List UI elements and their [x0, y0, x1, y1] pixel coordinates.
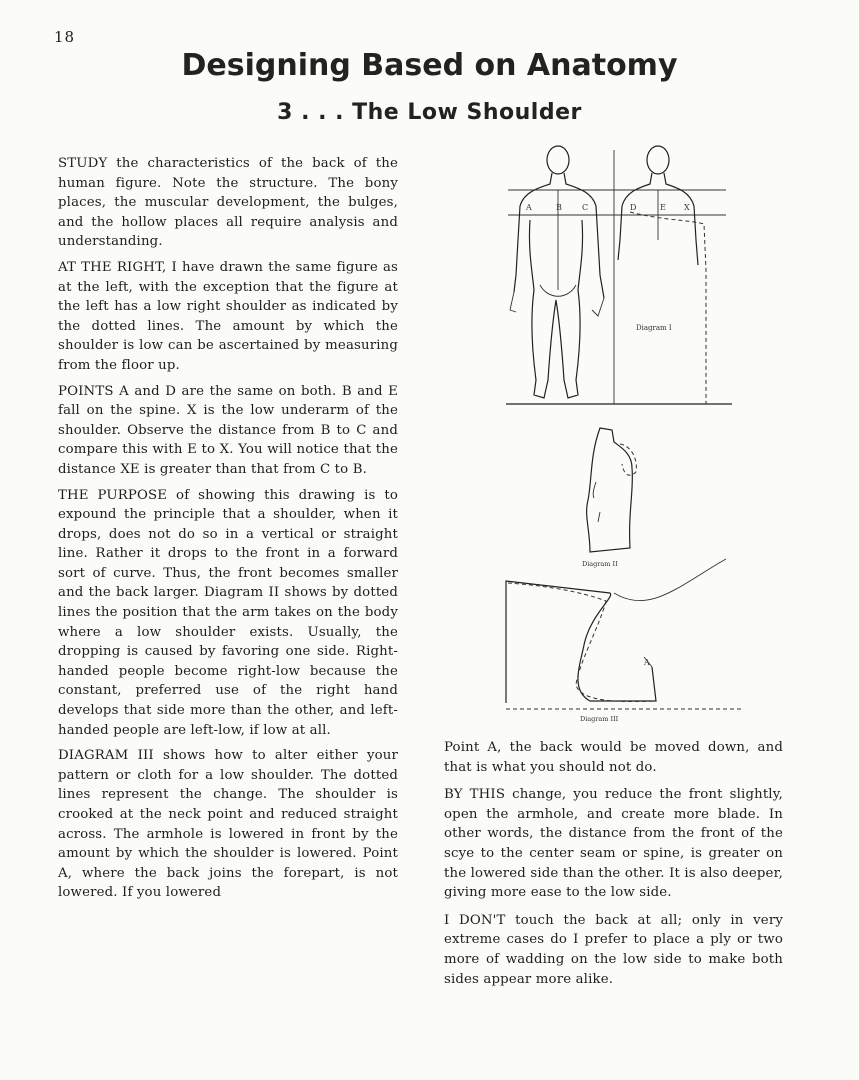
paragraph-points: [58, 382, 398, 480]
paragraph-text: A and D are the same on both. B and E fall on the spine. X is the low underarm of the shoulder. Observe the distance from B to C and compare this with E to X. You will notice that the distance XE is greater than that from C to B.: [58, 383, 398, 477]
point-label-a-diagram-3: A: [644, 658, 650, 667]
page-number: 18: [54, 28, 76, 46]
point-label-a: A: [526, 203, 532, 212]
paragraph-text: shows how to alter either your pattern or cloth for a low shoulder. The dotted lines represent the change. The shoulder is crooked at the neck point and reduced straight across. The armhole is lowered in front by the amount by which the shoulder is lowered. Point A, where the back joins the forepart, is not lowered. If you lowered: [58, 748, 398, 901]
paragraph-text: the characteristics of the back of the human figure. Note the structure. The bony places, the muscular development, the bulges, and the hollow places all require analysis and understanding.: [58, 156, 398, 250]
paragraph-lead: POINTS: [58, 383, 114, 399]
paragraph-lead: THE PURPOSE: [58, 487, 168, 503]
diagram-1-figures: [500, 140, 740, 410]
left-text-column: [58, 154, 398, 909]
point-label-d: D: [630, 203, 637, 212]
diagram-2-label: Diagram II: [582, 560, 618, 568]
paragraph-text: change, you reduce the front slightly, open the armhole, and create more blade. In other words, the distance from the front of the scye to the center seam or spine, is greater on the lowered side than the other. It is also deeper, giving more ease to the low side.: [444, 787, 783, 901]
point-label-b: B: [556, 203, 562, 212]
paragraph-i-dont: [444, 911, 783, 989]
paragraph-lead: STUDY: [58, 156, 108, 171]
paragraph-lead: BY THIS: [444, 787, 506, 803]
paragraph-diagram-iii: [58, 746, 398, 903]
paragraph-lead: I DON'T: [444, 912, 506, 928]
point-label-c: C: [582, 203, 589, 212]
paragraph-study: [58, 154, 398, 252]
diagram-3-pattern: [480, 555, 745, 725]
diagram-1-label: Diagram I: [636, 324, 672, 332]
paragraph-by-this: [444, 785, 783, 903]
right-text-column: [444, 738, 783, 997]
page-subtitle: 3 . . . The Low Shoulder: [277, 100, 582, 125]
paragraph-continued: [444, 738, 783, 777]
paragraph-text: Point A, the back would be moved down, and that is what you should not do.: [444, 740, 783, 775]
figure-left: [510, 146, 604, 398]
paragraph-text: I have drawn the same figure as at the left, with the exception that the figure at the left has a low right shoulder as indicated by the dotted lines. The amount by which the shoulder is low can be ascertained by measuring from the floor up.: [58, 259, 398, 373]
paragraph-text: of showing this drawing is to expound the principle that a shoulder, when it drops, does not do so in a vertical or straight line. Rather it drops to the front in a forward sort of curve. Thus, the front becomes smaller and the back larger. Diagram II shows by dotted lines the position that the arm takes on the body where a low shoulder exists. Usually, the dropping is caused by favoring one side. Right-handed people become right-low because the constant, preferred use of the right hand develops that side more than the other, and left-handed people are left-low, if low at all.: [58, 487, 398, 738]
page-title: Designing Based on Anatomy: [181, 48, 678, 83]
diagram-2-torso: [570, 420, 660, 570]
paragraph-purpose: [58, 486, 398, 741]
paragraph-at-the-right: [58, 258, 398, 376]
paragraph-lead: AT THE RIGHT,: [58, 259, 167, 275]
paragraph-text: touch the back at all; only in very extreme cases do I prefer to place a ply or two more of wadding on the low side to make both sides appear more alike.: [444, 912, 783, 987]
point-label-x: X: [684, 203, 690, 212]
point-label-e: E: [660, 203, 666, 212]
paragraph-lead: DIAGRAM III: [58, 748, 154, 764]
diagram-3-label: Diagram III: [580, 715, 619, 723]
